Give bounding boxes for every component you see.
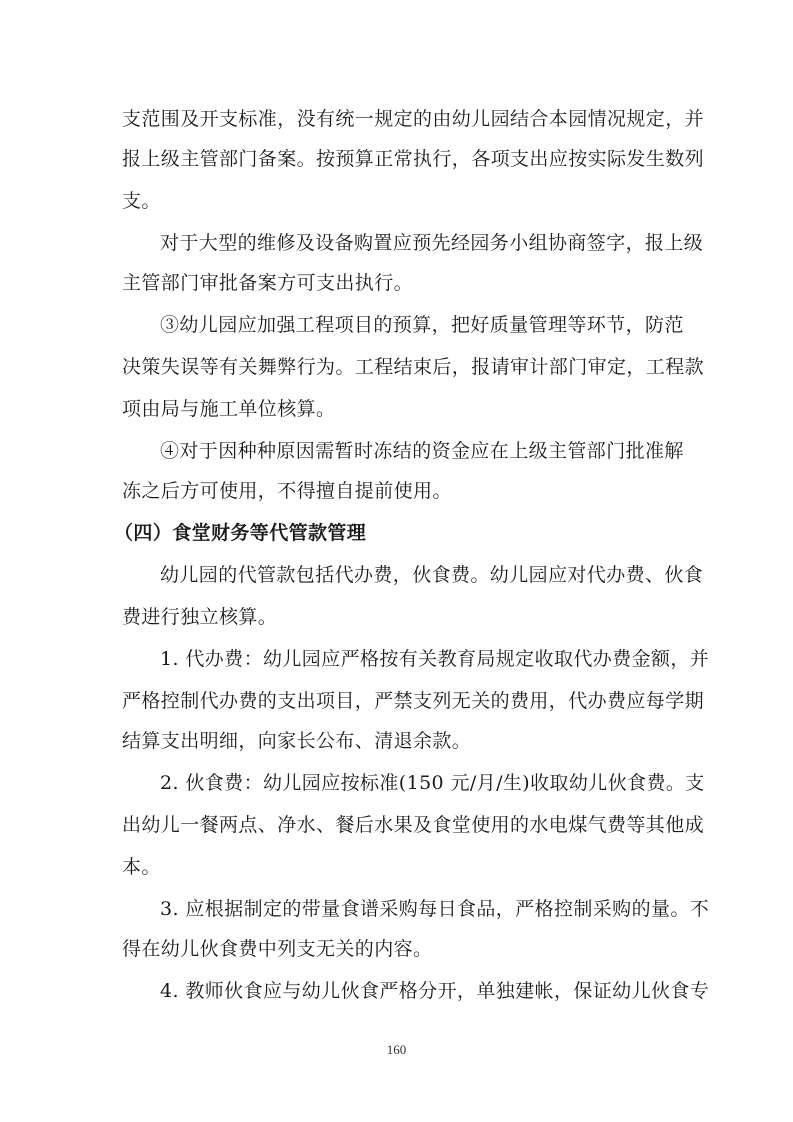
- text-line: 本。: [122, 856, 161, 878]
- text-line: 1. 代办费：幼儿园应严格按有关教育局规定收取代办费金额，并: [160, 648, 710, 670]
- page-number: 160: [386, 1042, 407, 1057]
- text-line: 支范围及开支标准，没有统一规定的由幼儿园结合本园情况规定，并: [122, 108, 705, 130]
- text-line: 报上级主管部门备案。按预算正常执行，各项支出应按实际发生数列: [122, 148, 705, 170]
- text-line: 冻之后方可使用，不得擅自提前使用。: [122, 480, 452, 502]
- text-line: 支。: [122, 190, 161, 212]
- text-line: ④对于因种种原因需暂时冻结的资金应在上级主管部门批准解: [160, 440, 684, 462]
- text-line: 对于大型的维修及设备购置应预先经园务小组协商签字，报上级: [160, 232, 704, 254]
- text-line: 严格控制代办费的支出项目，严禁支列无关的费用，代办费应每学期: [122, 690, 705, 712]
- text-line: 幼儿园的代管款包括代办费，伙食费。幼儿园应对代办费、伙食: [160, 564, 704, 586]
- text-line: 项由局与施工单位核算。: [122, 398, 336, 420]
- text-line: 得在幼儿伙食费中列支无关的内容。: [122, 938, 433, 960]
- text-line: 3. 应根据制定的带量食谱采购每日食品，严格控制采购的量。不: [160, 898, 710, 920]
- text-line: ③幼儿园应加强工程项目的预算，把好质量管理等环节，防范: [160, 314, 684, 336]
- section-heading: （四）食堂财务等代管款管理: [114, 522, 367, 544]
- text-line: 费进行独立核算。: [122, 606, 278, 628]
- text-line: 主管部门审批备案方可支出执行。: [122, 272, 414, 294]
- text-line: 决策失误等有关舞弊行为。工程结束后，报请审计部门审定，工程款: [122, 356, 705, 378]
- text-line: 4. 教师伙食应与幼儿伙食严格分开，单独建帐，保证幼儿伙食专: [160, 980, 710, 1002]
- text-line: 结算支出明细，向家长公布、清退余款。: [122, 730, 472, 752]
- text-line: 2. 伙食费：幼儿园应按标准(150 元/月/生)收取幼儿伙食费。支: [160, 772, 705, 794]
- text-line: 出幼儿一餐两点、净水、餐后水果及食堂使用的水电煤气费等其他成: [122, 814, 705, 836]
